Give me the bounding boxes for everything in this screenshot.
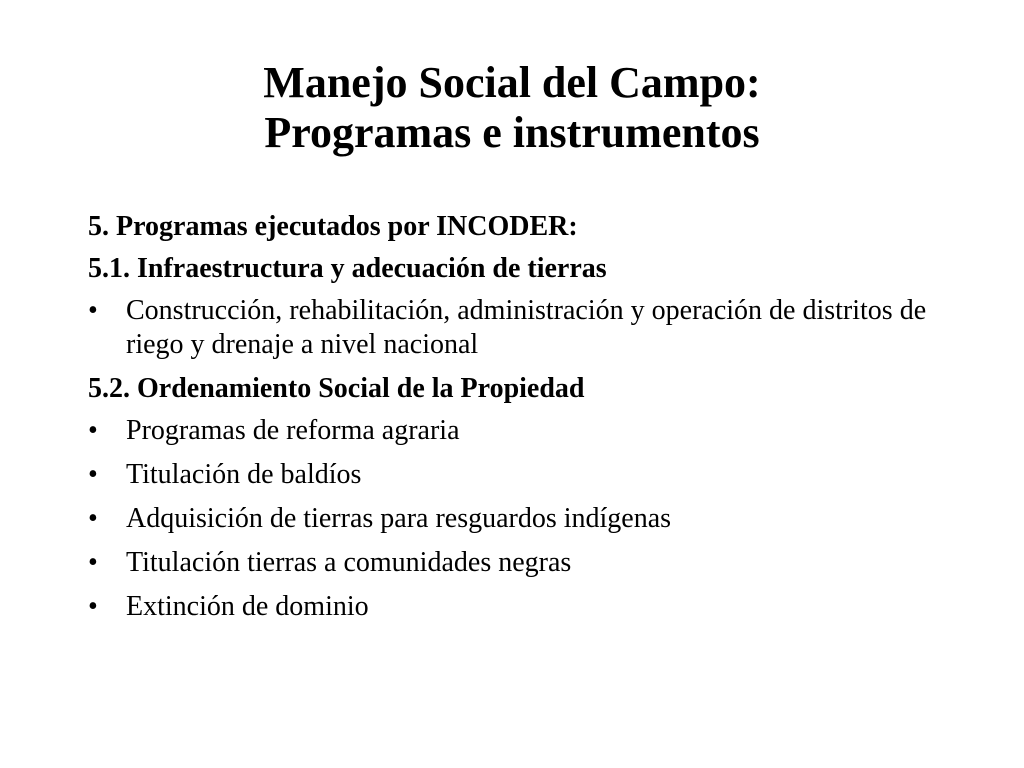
list-item-text: Construcción, rehabilitación, administración y operación de distritos de riego y drenaje a nivel nacional xyxy=(126,295,927,360)
list-item xyxy=(88,458,948,492)
list-item-text: Programas de reforma agraria xyxy=(126,415,460,446)
list-item-text: Titulación de baldíos xyxy=(126,459,362,490)
list-item xyxy=(88,294,948,362)
bullet-icon: • xyxy=(88,459,98,490)
title-line-2: Programas e instrumentos xyxy=(264,108,760,157)
section-heading: 5. Programas ejecutados por INCODER: xyxy=(88,211,578,242)
subsection-2-heading: 5.2. Ordenamiento Social de la Propiedad xyxy=(88,373,585,404)
bullet-icon: • xyxy=(88,591,98,622)
list-item xyxy=(88,590,948,624)
list-item-text: Titulación tierras a comunidades negras xyxy=(126,547,572,578)
bullet-icon: • xyxy=(88,547,98,578)
slide-content xyxy=(88,210,948,634)
title-line-1: Manejo Social del Campo: xyxy=(263,58,761,107)
bullet-icon: • xyxy=(88,295,98,326)
slide-title xyxy=(0,58,1024,158)
bullet-icon: • xyxy=(88,503,98,534)
list-item-text: Extinción de dominio xyxy=(126,591,369,622)
list-item xyxy=(88,546,948,580)
list-item xyxy=(88,414,948,448)
list-item-text: Adquisición de tierras para resguardos indígenas xyxy=(126,503,672,534)
subsection-1-heading: 5.1. Infraestructura y adecuación de tierras xyxy=(88,253,607,284)
bullet-icon: • xyxy=(88,415,98,446)
list-item xyxy=(88,502,948,536)
